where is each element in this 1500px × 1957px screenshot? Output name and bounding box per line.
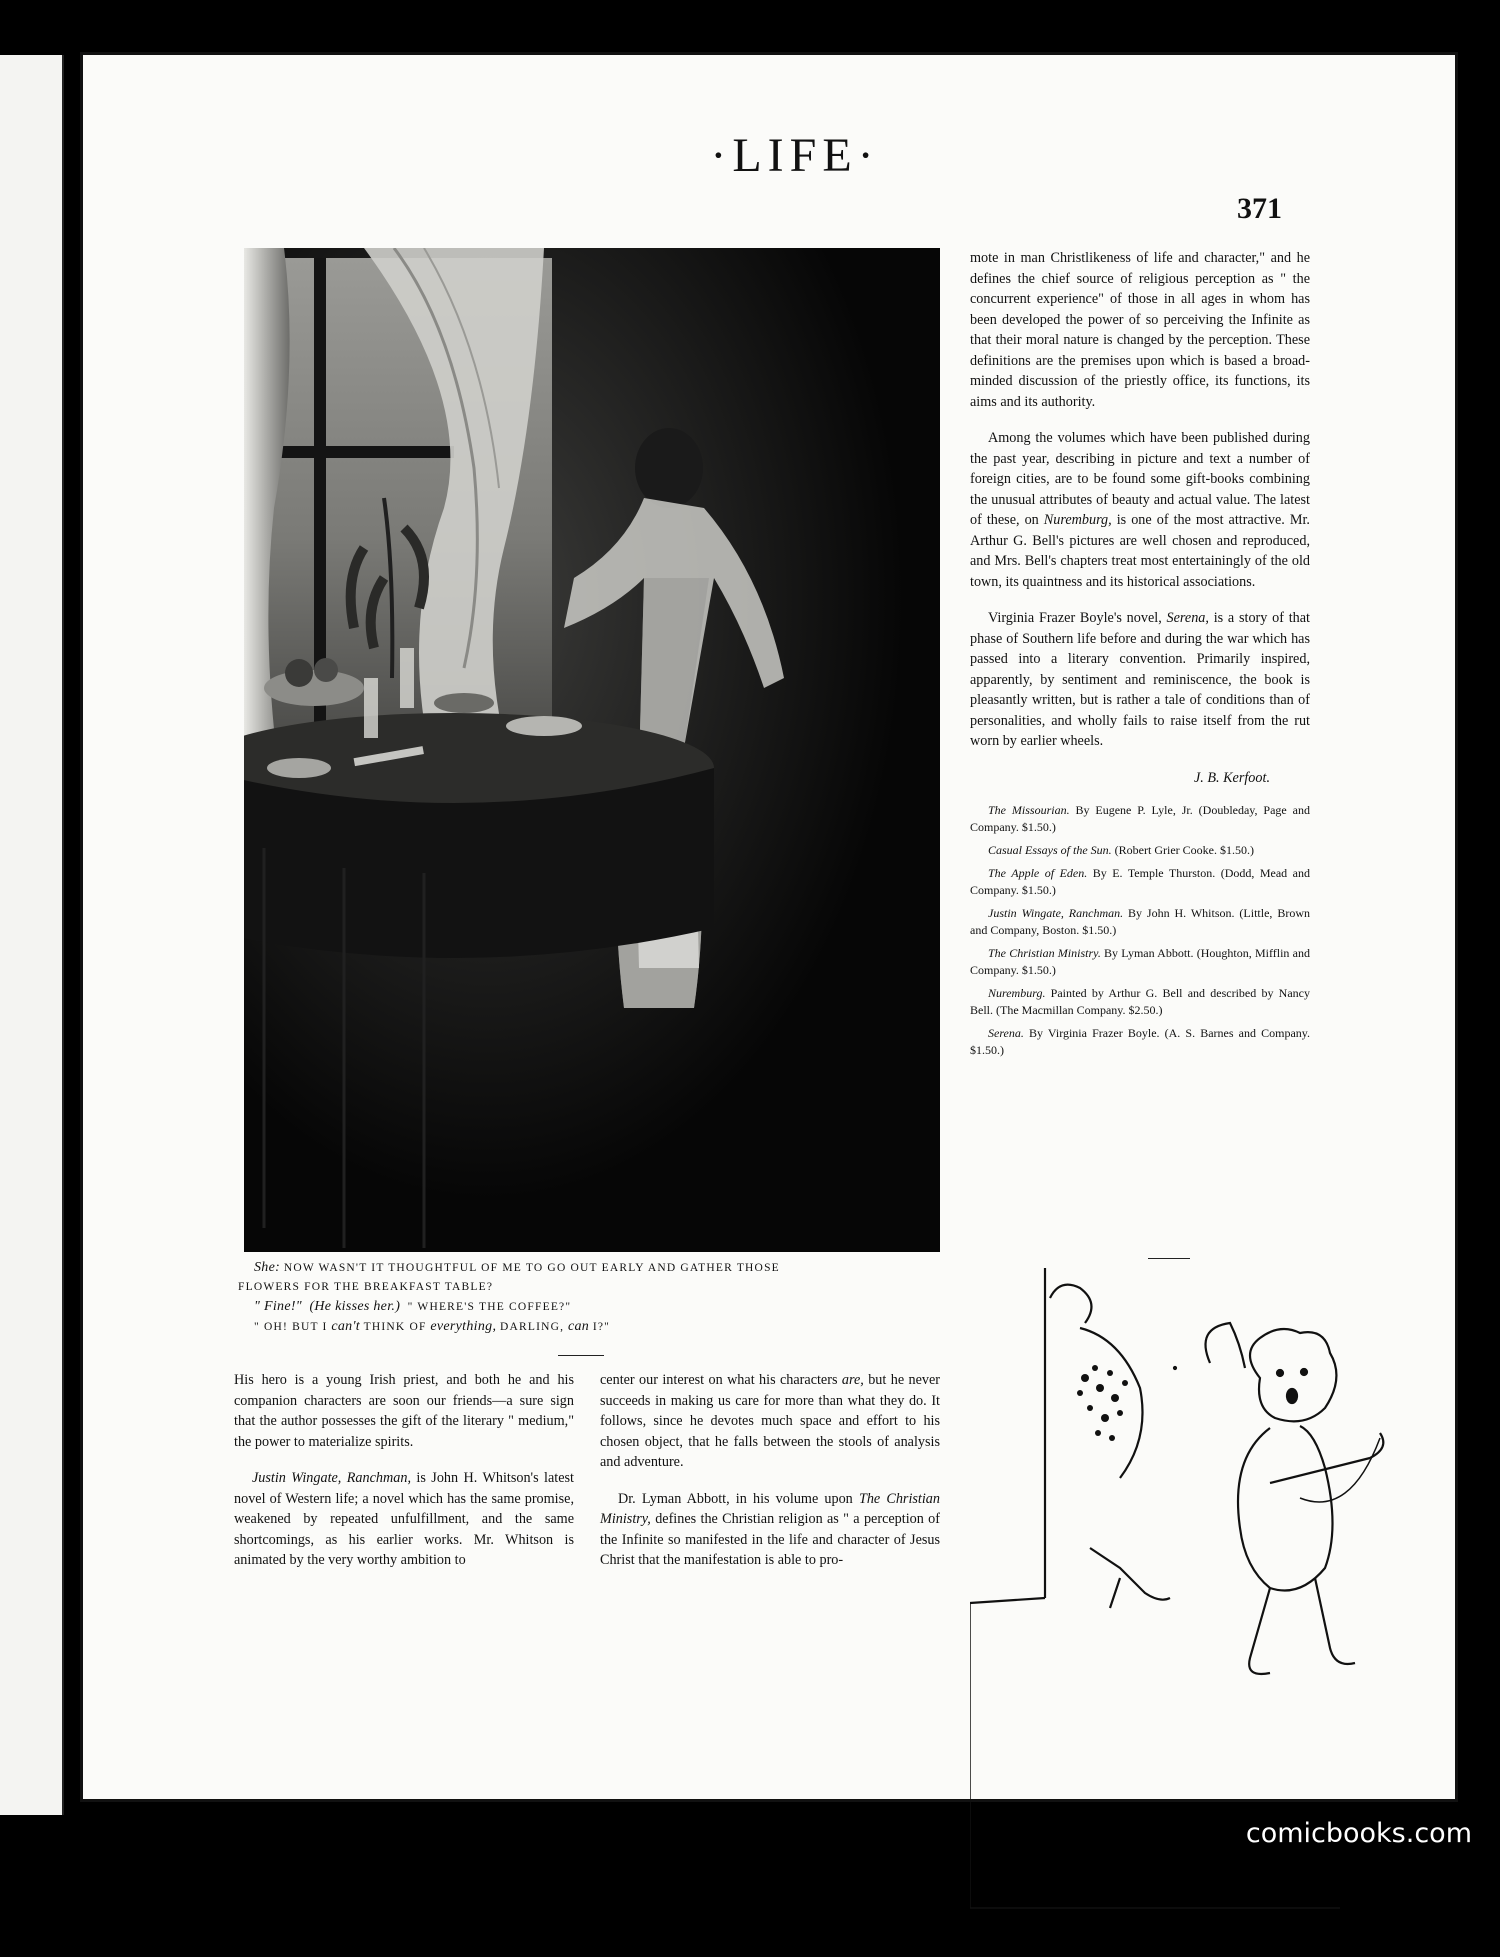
caption-line-2: FLOWERS FOR THE BREAKFAST TABLE? xyxy=(238,1281,494,1293)
cupid-body xyxy=(1238,1426,1333,1591)
caption-divider xyxy=(558,1355,604,1356)
book-entry-details: By John H. Whitson. (Little, Brown and Company, Boston. $1.50.) xyxy=(970,906,1310,937)
left-paragraph-2 xyxy=(234,1468,574,1571)
site-watermark: comicbooks.com xyxy=(1245,1818,1472,1849)
middle-paragraph-2-text-a: Dr. Lyman Abbott, in his volume upon xyxy=(618,1490,859,1507)
plate xyxy=(506,716,582,736)
book-entry-details: By Eugene P. Lyle, Jr. (Doubleday, Page and Company. $1.50.) xyxy=(970,803,1310,834)
middle-paragraph-2 xyxy=(600,1489,940,1571)
middle-paragraph-1 xyxy=(600,1370,940,1473)
book-entry-title: The Christian Ministry. xyxy=(988,946,1101,960)
right-paragraph-3-text-a: Virginia Frazer Boyle's novel, xyxy=(988,610,1167,626)
caption-line-3-b: (He kisses her.) xyxy=(309,1299,401,1314)
middle-paragraph-2-text-b: defines the Christian religion as " a perception of the Infinite so manifested in the life and character of Jesus Christ that the manifestation is able to pro- xyxy=(600,1511,940,1568)
caption-line-4-a: " OH! BUT I xyxy=(254,1321,328,1333)
caption-line-3-c: " WHERE'S THE COFFEE?" xyxy=(407,1301,572,1313)
book-title: Nuremburg, xyxy=(1043,512,1112,528)
book-entry-title: Casual Essays of the Sun. xyxy=(988,843,1112,857)
wine-glass xyxy=(364,678,378,738)
fruit-bowl xyxy=(264,670,364,706)
caption-line-4-b: can't xyxy=(331,1319,360,1334)
book-entry xyxy=(970,842,1310,859)
book-entry-title: The Missourian. xyxy=(988,803,1070,817)
book-entry-details: Painted by Arthur G. Bell and described by Nancy Bell. (The Macmillan Company. $2.50.) xyxy=(970,986,1310,1017)
book-entry-title: Justin Wingate, Ranchman. xyxy=(988,906,1124,920)
emphasis: are, xyxy=(841,1372,864,1388)
middle-column xyxy=(600,1370,940,1587)
book-entry xyxy=(970,865,1310,899)
book-entry-details: By E. Temple Thurston. (Dodd, Mead and Company. $1.50.) xyxy=(970,866,1311,897)
cartoon-caption: " IT'S THE UNEXPECTED THAT HAPPENS." xyxy=(970,1942,1247,1956)
caption-line-1: NOW WASN'T IT THOUGHTFUL OF ME TO GO OUT EARLY AND GATHER THOSE xyxy=(283,1262,780,1274)
book-entry-title: Serena. xyxy=(988,1026,1024,1040)
middle-paragraph-1-text-a: center our interest on what his characters xyxy=(600,1372,842,1388)
right-paragraph-1: mote in man Christlikeness of life and character," and he defines the chief source of religious perception as " the concurrent experience" of those in all ages in whom has been developed the power of so perceiving the Infinite as that their moral nature is changed by the perception. These definitions are the premises upon which is based a broad-minded discussion of the priestly office, its functions, its aims and its authority. xyxy=(970,250,1310,410)
book-entry xyxy=(970,1025,1310,1059)
book-entry-details: By Virginia Frazer Boyle. (A. S. Barnes and Company. $1.50.) xyxy=(970,1026,1310,1057)
cupid-wing xyxy=(1206,1323,1246,1368)
right-paragraph-2-text-a: Among the volumes which have been published during the past year, describing in picture and text a number of foreign cities, are to be found some gift-books combining the unusual attributes of beauty and actual value. The latest of these, on xyxy=(970,430,1310,528)
book-entry-details: (Robert Grier Cooke. $1.50.) xyxy=(1111,843,1254,857)
caption-speaker: She: xyxy=(254,1260,281,1275)
cupid-head xyxy=(1250,1329,1336,1421)
book-entry xyxy=(970,802,1310,836)
cupid-bow xyxy=(1270,1458,1370,1483)
right-paragraph-2 xyxy=(970,428,1310,592)
illustration-drawing xyxy=(244,248,940,1252)
right-paragraph-3-text-b: is a story of that phase of Southern life before and during the war which has passed into a literary convention. Primarily inspired, apparently, by sentiment and reminiscence, the book is pleasantly written, but is rather a tale of conditions than of personalities, and wholly fails to raise itself from the rut worn by earlier wheels. xyxy=(970,610,1311,749)
window-cross-horizontal xyxy=(254,446,454,458)
book-entry xyxy=(970,945,1310,979)
page-number: 371 xyxy=(1237,192,1282,225)
reviewer-signature: J. B. Kerfoot. xyxy=(1193,769,1270,786)
left-paragraph-2-text: is John H. Whitson's latest novel of Western life; a novel which has the same promise, weakened by repeated unfulfillment, and the same shortcomings, as his earlier works. Mr. Whitson is animated by the very worthy ambition to xyxy=(234,1470,574,1568)
masthead: ·LIFE· xyxy=(710,129,880,182)
facing-page-edge xyxy=(0,55,64,1815)
left-paragraph-1: His hero is a young Irish priest, and both he and his companion characters are soon our friends—a sure sign that the author possesses the gift of the literary " medium," the power to materialize spirits. xyxy=(234,1372,574,1450)
right-paragraph-3 xyxy=(970,608,1310,752)
book-entry-title: The Apple of Eden. xyxy=(988,866,1088,880)
middle-paragraph-1-text-b: but he never succeeds in making us care for more than what they do. It follows, since he devotes much space and effort to his chosen object, that he falls between the stools of analysis and adventure. xyxy=(600,1372,941,1470)
caption-line-4-c: THINK OF xyxy=(363,1321,427,1333)
caption-line-3-a: " Fine!" xyxy=(254,1299,302,1314)
book-title: The Christian Ministry, xyxy=(600,1490,940,1527)
book-title: Serena, xyxy=(1166,610,1209,626)
illustration-caption xyxy=(238,1258,940,1337)
booklist-divider xyxy=(1148,1258,1190,1259)
right-column xyxy=(970,248,1310,1065)
book-title: Justin Wingate, Ranchman, xyxy=(252,1470,411,1486)
book-list xyxy=(970,802,1310,1059)
caption-line-4-e: DARLING, xyxy=(499,1321,565,1333)
caption-line-4-f: can xyxy=(567,1319,590,1334)
book-entry xyxy=(970,905,1310,939)
book-entry xyxy=(970,985,1310,1019)
caption-line-4-g: I?" xyxy=(592,1321,611,1333)
book-entry-title: Nuremburg. xyxy=(988,986,1046,1000)
right-paragraph-2-text-b: is one of the most attractive. Mr. Arthur G. Bell's pictures are well chosen and reproduced, and Mrs. Bell's chapters treat most entertainingly of the old town, its quaintness and its historical associations. xyxy=(970,512,1310,590)
caption-line-4-d: everything, xyxy=(430,1319,497,1334)
woman-head xyxy=(635,428,703,508)
breakfast-table-illustration xyxy=(244,248,940,1252)
left-column xyxy=(234,1370,574,1587)
book-entry-details: By Lyman Abbott. (Houghton, Mifflin and Company. $1.50.) xyxy=(970,946,1310,977)
